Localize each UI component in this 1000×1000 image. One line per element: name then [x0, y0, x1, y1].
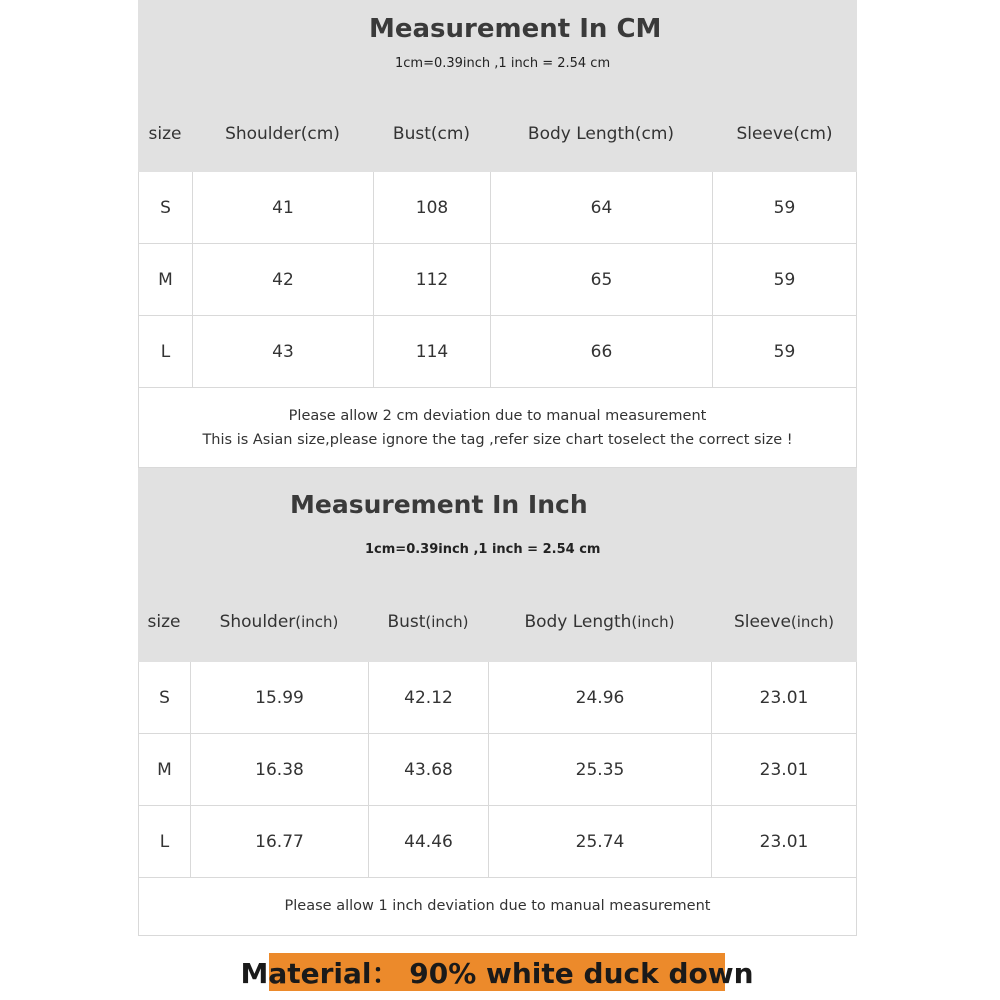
inch-header-body-length: [488, 582, 711, 662]
cm-deviation-note: [138, 388, 857, 468]
cm-header-size: size: [148, 124, 182, 144]
table-row: [139, 244, 856, 316]
table-row: [139, 316, 856, 388]
cm-title-block: [138, 0, 857, 96]
cell-bust: 43.68: [369, 734, 489, 805]
inch-header-size: [138, 582, 190, 662]
cm-header-bust: Bust(cm): [392, 124, 471, 144]
cell-body-length: 64: [491, 172, 713, 243]
cell-body-length: 65: [491, 244, 713, 315]
cell-size: M: [139, 244, 193, 315]
cell-size: M: [139, 734, 191, 805]
cell-body-length: 25.35: [489, 734, 712, 805]
inch-title-block: [138, 468, 857, 582]
inch-header-row: [138, 582, 857, 662]
cell-bust: 42.12: [369, 662, 489, 733]
inch-header-bust-label: Bust: [387, 612, 426, 632]
table-row: [139, 806, 856, 878]
inch-note-text: Please allow 1 inch deviation due to manual measurement: [284, 898, 711, 914]
inch-header-shoulder-label: Shoulder: [219, 612, 296, 632]
cell-sleeve: 59: [773, 341, 796, 362]
cm-size-chart: [138, 0, 857, 468]
cm-title: Measurement In CM: [369, 14, 662, 44]
cell-sleeve: 59: [773, 197, 796, 218]
cell-sleeve: 23.01: [759, 831, 809, 852]
table-row: [139, 734, 856, 806]
table-row: [139, 172, 856, 244]
cell-shoulder: 43: [193, 316, 374, 387]
inch-header-body-length-label: Body Length: [524, 612, 632, 632]
cell-shoulder: 16.38: [191, 734, 369, 805]
cell-body-length: 25.74: [489, 806, 712, 877]
cell-shoulder: 41: [193, 172, 374, 243]
inch-header-sleeve-unit: (inch): [790, 613, 835, 631]
cell-bust: 44.46: [369, 806, 489, 877]
cell-shoulder: 42: [193, 244, 374, 315]
cell-bust: 108: [374, 172, 491, 243]
cell-bust: 114: [374, 316, 491, 387]
cm-note-line-2: This is Asian size,please ignore the tag ,refer size chart toselect the correct size !: [202, 432, 793, 448]
cell-sleeve: 59: [773, 269, 796, 290]
cell-bust: 112: [374, 244, 491, 315]
cell-body-length: 24.96: [489, 662, 712, 733]
inch-header-shoulder-unit: (inch): [295, 613, 339, 631]
inch-header-sleeve: [711, 582, 857, 662]
cell-size: S: [139, 172, 193, 243]
table-row: [139, 662, 856, 734]
inch-header-bust-unit: (inch): [425, 613, 469, 631]
cm-header-sleeve: Sleeve(cm): [736, 124, 833, 144]
inch-table-body: [138, 662, 857, 878]
cell-shoulder: 15.99: [191, 662, 369, 733]
cell-size: L: [139, 316, 193, 387]
inch-header-shoulder: [190, 582, 368, 662]
cm-header-body-length: Body Length(cm): [527, 124, 675, 144]
inch-header-size-label: size: [147, 612, 181, 632]
cm-header-shoulder: Shoulder(cm): [225, 124, 340, 144]
inch-header-bust: [368, 582, 488, 662]
inch-deviation-note: [138, 878, 857, 936]
cell-sleeve: 23.01: [759, 759, 809, 780]
material-banner: Material： 90% white duck down: [269, 953, 725, 991]
cell-size: L: [139, 806, 191, 877]
inch-title: Measurement In Inch: [290, 490, 588, 519]
cell-shoulder: 16.77: [191, 806, 369, 877]
cell-body-length: 66: [491, 316, 713, 387]
cm-header-row: [138, 96, 857, 172]
inch-header-sleeve-label: Sleeve: [733, 612, 791, 632]
cm-note-line-1: Please allow 2 cm deviation due to manual measurement: [288, 408, 707, 424]
cell-size: S: [139, 662, 191, 733]
inch-conversion-note: 1cm=0.39inch ,1 inch = 2.54 cm: [365, 542, 601, 557]
inch-header-body-length-unit: (inch): [631, 613, 675, 631]
cm-conversion-note: 1cm=0.39inch ,1 inch = 2.54 cm: [395, 56, 611, 71]
cm-table-body: [138, 172, 857, 388]
inch-size-chart: [138, 468, 857, 936]
cell-sleeve: 23.01: [759, 687, 809, 708]
